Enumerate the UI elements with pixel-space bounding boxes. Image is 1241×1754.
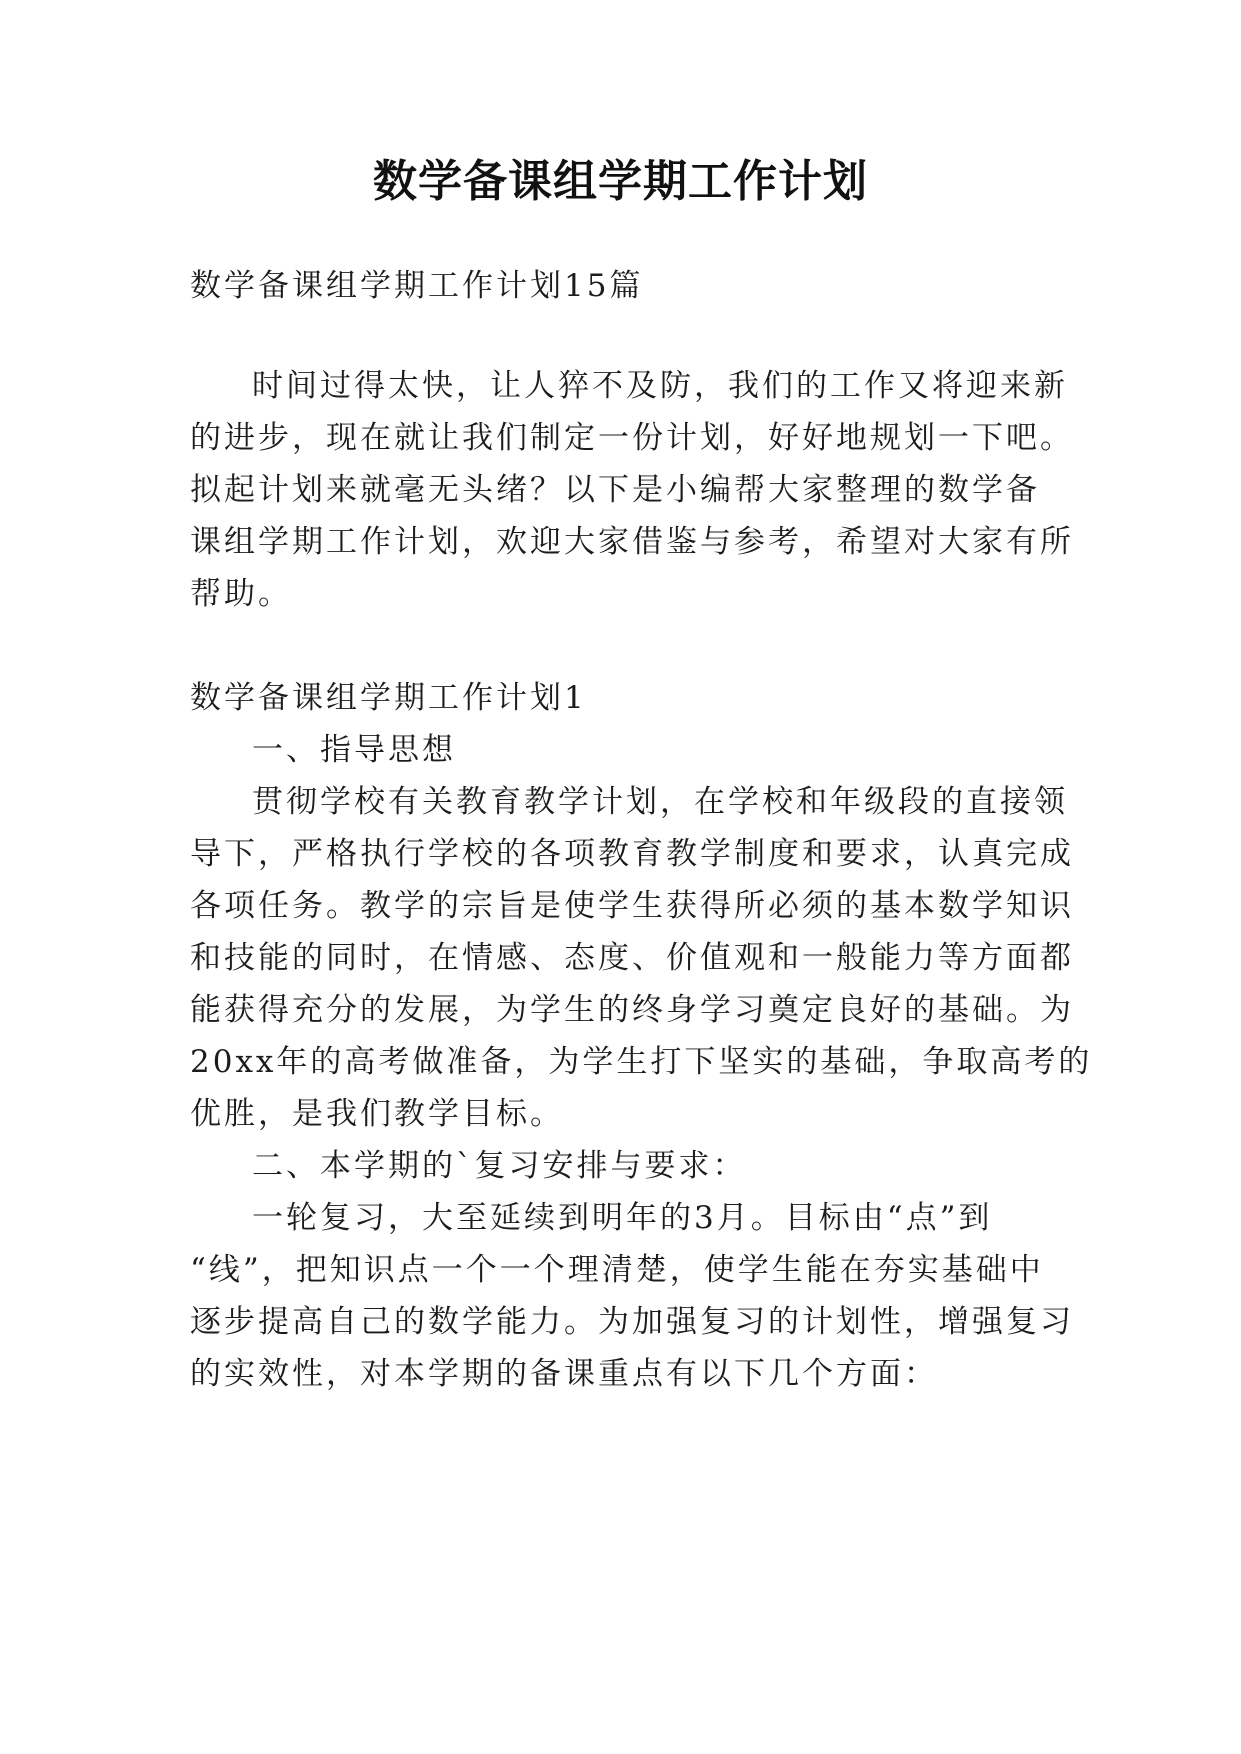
document-title: 数学备课组学期工作计划 [373, 156, 868, 207]
paragraph-line: 能获得充分的发展，为学生的终身学习奠定良好的基础。为 [190, 992, 1074, 1028]
paragraph-line: “线”，把知识点一个一个理清楚，使学生能在夯实基础中 [190, 1252, 1044, 1288]
paragraph-line: 的实效性，对本学期的备课重点有以下几个方面： [190, 1356, 938, 1392]
paragraph-line: 和技能的同时，在情感、态度、价值观和一般能力等方面都 [190, 940, 1074, 976]
document-subtitle: 数学备课组学期工作计划15篇 [190, 268, 644, 304]
section-title: 数学备课组学期工作计划1 [190, 680, 587, 716]
heading-review-arrangement: 二、本学期的`复习安排与要求： [252, 1148, 747, 1184]
paragraph-line: 一轮复习，大至延续到明年的3月。目标由“点”到 [252, 1200, 993, 1236]
intro-line: 时间过得太快，让人猝不及防，我们的工作又将迎来新 [252, 368, 1068, 404]
intro-line: 帮助。 [190, 576, 292, 612]
paragraph-line: 逐步提高自己的数学能力。为加强复习的计划性，增强复习 [190, 1304, 1074, 1340]
paragraph-line: 导下，严格执行学校的各项教育教学制度和要求，认真完成 [190, 836, 1074, 872]
paragraph-line: 优胜，是我们教学目标。 [190, 1096, 564, 1132]
intro-line: 的进步，现在就让我们制定一份计划，好好地规划一下吧。 [190, 420, 1074, 456]
intro-line: 拟起计划来就毫无头绪？以下是小编帮大家整理的数学备 [190, 472, 1040, 508]
intro-line: 课组学期工作计划，欢迎大家借鉴与参考，希望对大家有所 [190, 524, 1074, 560]
paragraph-line: 20xx年的高考做准备，为学生打下坚实的基础，争取高考的 [190, 1044, 1093, 1080]
heading-guiding-thought: 一、指导思想 [252, 732, 456, 768]
paragraph-line: 各项任务。教学的宗旨是使学生获得所必须的基本数学知识 [190, 888, 1074, 924]
paragraph-line: 贯彻学校有关教育教学计划，在学校和年级段的直接领 [252, 784, 1068, 820]
